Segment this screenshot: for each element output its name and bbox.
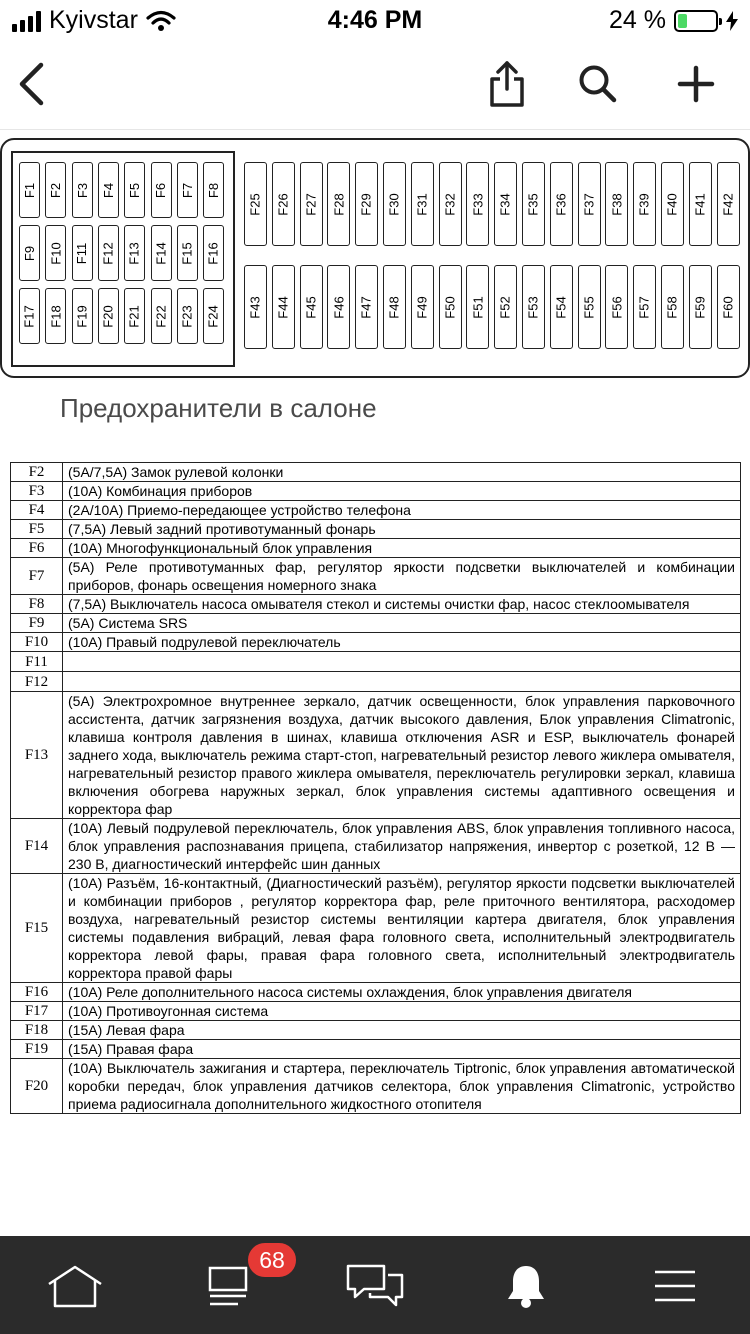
fuse-description: (5А/7,5А) Замок рулевой колонки [63, 463, 741, 482]
fuse-label: F22 [153, 304, 169, 328]
fuse-slot [633, 162, 656, 246]
fuse-label: F38 [609, 192, 625, 216]
fuse-label: F56 [609, 295, 625, 319]
table-row [11, 614, 741, 633]
fuse-id: F14 [11, 819, 63, 874]
tab-bar [0, 1236, 750, 1334]
fuse-slot [244, 265, 267, 349]
fuse-label: F5 [127, 182, 143, 198]
fuse-slot [522, 162, 545, 246]
fuse-label: F10 [48, 241, 64, 265]
fuse-slot [578, 265, 601, 349]
fuse-description: (10А) Многофункциональный блок управления [63, 539, 741, 558]
fuse-slot [327, 265, 350, 349]
fuse-id: F6 [11, 539, 63, 558]
fuse-label: F9 [21, 245, 37, 261]
fuse-slot [45, 288, 66, 344]
fuse-label: F39 [637, 192, 653, 216]
fuse-slot [151, 288, 172, 344]
tab-menu[interactable] [645, 1256, 705, 1316]
search-icon [578, 64, 618, 104]
fuse-id: F3 [11, 482, 63, 501]
carrier-name: Kyivstar [49, 6, 138, 34]
fuse-label: F24 [206, 304, 222, 328]
table-row [11, 482, 741, 501]
fuse-id: F8 [11, 595, 63, 614]
table-row [11, 558, 741, 595]
fuse-label: F59 [692, 295, 708, 319]
fuse-slot [661, 265, 684, 349]
fuse-slot [300, 162, 323, 246]
chevron-left-icon [17, 62, 47, 106]
fuse-slot [355, 162, 378, 246]
fuse-slot [689, 162, 712, 246]
fuse-label: F21 [127, 304, 143, 328]
fuse-label: F46 [331, 295, 347, 319]
fuse-slot [72, 225, 93, 281]
fuse-slot [661, 162, 684, 246]
fuse-slot [19, 225, 40, 281]
fuse-description: (2А/10А) Приемо-передающее устройство телефона [63, 501, 741, 520]
fuse-slot [633, 265, 656, 349]
fuse-description [63, 672, 741, 692]
fuse-description: (10А) Правый подрулевой переключатель [63, 633, 741, 652]
fuse-description: (10А) Комбинация приборов [63, 482, 741, 501]
fuse-label: F55 [581, 295, 597, 319]
fuse-slot [578, 162, 601, 246]
fuse-slot [151, 162, 172, 218]
fuse-slot [411, 265, 434, 349]
fuse-label: F51 [470, 295, 486, 319]
fuse-description: (5А) Система SRS [63, 614, 741, 633]
fuse-id: F2 [11, 463, 63, 482]
fuse-slot [98, 162, 119, 218]
fuse-id: F4 [11, 501, 63, 520]
fuse-label: F52 [498, 295, 514, 319]
fuse-label: F45 [303, 295, 319, 319]
fuse-slot [717, 265, 740, 349]
fuse-label: F30 [387, 192, 402, 216]
fuse-label: F58 [665, 295, 680, 319]
fuse-slot [19, 162, 40, 218]
fuse-label: F28 [331, 192, 347, 216]
fuse-slot [300, 265, 323, 349]
fuse-id: F15 [11, 874, 63, 983]
fuse-slot [203, 288, 224, 344]
fuse-label: F25 [248, 192, 263, 216]
tab-messages[interactable] [345, 1256, 405, 1316]
fuse-label: F47 [359, 295, 375, 319]
fuse-id: F17 [11, 1002, 63, 1021]
back-button[interactable] [2, 54, 62, 114]
battery-fill [678, 14, 687, 28]
fuse-label: F26 [275, 192, 291, 216]
table-row [11, 672, 741, 692]
fuse-slot [98, 288, 119, 344]
fuse-label: F14 [153, 241, 169, 265]
share-button[interactable] [477, 54, 537, 114]
notifications-bell-icon [506, 1263, 546, 1309]
fuse-slot [98, 225, 119, 281]
table-row [11, 1021, 741, 1040]
fuse-id: F5 [11, 520, 63, 539]
charging-bolt-icon [726, 11, 738, 31]
fuse-id: F9 [11, 614, 63, 633]
fuse-slot [327, 162, 350, 246]
fuse-slot [605, 265, 628, 349]
fuse-id: F16 [11, 983, 63, 1002]
fuse-slot [72, 288, 93, 344]
fuse-slot [177, 288, 198, 344]
fuse-description: (5А) Реле противотуманных фар, регулятор яркости подсветки выключателей и комбинации приборов, фонарь освещения номерного знака [63, 558, 741, 595]
fuse-slot [72, 162, 93, 218]
fuse-label: F16 [206, 241, 222, 265]
table-row [11, 874, 741, 983]
feed-icon [202, 1264, 250, 1308]
plus-icon [677, 65, 715, 103]
fuse-label: F11 [74, 242, 90, 264]
fuse-label: F1 [21, 182, 37, 198]
fuse-id: F18 [11, 1021, 63, 1040]
battery-percent: 24 % [609, 6, 666, 34]
tab-notifications[interactable] [496, 1256, 556, 1316]
fuse-label: F36 [553, 192, 569, 216]
fuse-label: F7 [179, 182, 195, 198]
fuse-label: F27 [303, 192, 319, 216]
fuse-description: (15А) Правая фара [63, 1040, 741, 1059]
fuse-label: F41 [692, 192, 708, 216]
table-row [11, 463, 741, 482]
fuse-slot [203, 225, 224, 281]
table-row [11, 633, 741, 652]
fuse-label: F49 [414, 295, 430, 319]
fuse-slot [272, 265, 295, 349]
fuse-slot [689, 265, 712, 349]
fuse-slot [550, 162, 573, 246]
fuse-box-diagram [0, 138, 750, 378]
home-icon [46, 1264, 104, 1308]
fuse-label: F19 [74, 304, 90, 328]
fuse-slot [494, 162, 517, 246]
fuse-slot [383, 265, 406, 349]
fuse-slot [466, 162, 489, 246]
fuse-label: F42 [720, 192, 736, 216]
fuse-label: F18 [48, 304, 64, 328]
fuse-slot [244, 162, 267, 246]
fuse-label: F8 [206, 182, 222, 198]
battery-icon [674, 10, 718, 32]
table-row [11, 1002, 741, 1021]
nav-bar [0, 40, 750, 130]
share-icon [489, 61, 525, 107]
fuse-id: F20 [11, 1059, 63, 1114]
fuse-label: F35 [526, 192, 541, 216]
fuse-id: F13 [11, 692, 63, 819]
table-row [11, 983, 741, 1002]
table-row [11, 819, 741, 874]
fuse-description: (10А) Разъём, 16-контактный, (Диагностический разъём), регулятор яркости подсветки выключателей и комбинации приборов , регулятор корректора фар, реле приточного вентилятора, расходомер воздуха, нагревательный резистор системы вентиляции картера двигателя, блок управления системы подавления вибраций, левая фара головного света, исполнительный электродвигатель корректора левой фары, правая фара головного света, исполнительный электродвигатель корректора правой фары [63, 874, 741, 983]
fuse-slot [203, 162, 224, 218]
fuse-description: (10А) Противоугонная система [63, 1002, 741, 1021]
fuse-description: (15А) Левая фара [63, 1021, 741, 1040]
fuse-label: F29 [359, 192, 375, 216]
status-right [609, 6, 738, 35]
fuse-label: F4 [100, 182, 116, 198]
fuse-slot [272, 162, 295, 246]
fuse-label: F15 [179, 241, 195, 265]
add-button[interactable] [666, 54, 726, 114]
table-row [11, 652, 741, 672]
fuse-label: F31 [414, 192, 430, 216]
fuse-slot [45, 225, 66, 281]
fuse-description: (5А) Электрохромное внутреннее зеркало, датчик освещенности, блок управления парковочного ассистента, датчик загрязнения воздуха, датчик высокого давления, Блок управления Climatronic, клавиша контроля давления в шинах, клавиша отключения ASR и ESP, выключатель фонарей заднего хода, выключатель режима старт-стоп, нагревательный резистор левого жиклера омывателя, нагревательный резистор правого жиклера омывателя, переключатель регулировки зеркал, клавиша включения обогрева наружных зеркал, блок управления системы адаптивного освещения и корректора фар [63, 692, 741, 819]
fuse-label: F48 [387, 295, 402, 319]
fuse-slot [466, 265, 489, 349]
fuse-slot [522, 265, 545, 349]
table-row [11, 539, 741, 558]
fuse-slot [439, 162, 462, 246]
fuse-id: F19 [11, 1040, 63, 1059]
fuse-slot [355, 265, 378, 349]
fuse-slot [494, 265, 517, 349]
fuse-slot [550, 265, 573, 349]
table-row [11, 501, 741, 520]
fuse-label: F53 [526, 295, 541, 319]
fuse-label: F40 [665, 192, 680, 216]
fuse-id: F12 [11, 672, 63, 692]
fuse-table [10, 462, 741, 1114]
fuse-slot [411, 162, 434, 246]
table-row [11, 595, 741, 614]
fuse-description: (7,5А) Левый задний противотуманный фонарь [63, 520, 741, 539]
fuse-slot [124, 288, 145, 344]
fuse-slot [605, 162, 628, 246]
fuse-label: F43 [248, 295, 263, 319]
status-time: 4:46 PM [327, 6, 423, 34]
feed-notification-badge: 68 [246, 1241, 298, 1279]
fuse-label: F60 [720, 295, 736, 319]
fuse-label: F37 [581, 192, 597, 216]
fuse-label: F3 [74, 182, 90, 198]
tab-home[interactable] [45, 1256, 105, 1316]
fuse-slot [151, 225, 172, 281]
fuse-description: (7,5А) Выключатель насоса омывателя стекол и системы очистки фар, насос стеклоомывателя [63, 595, 741, 614]
fuse-slot [177, 225, 198, 281]
fuse-slot [717, 162, 740, 246]
fuse-slot [19, 288, 40, 344]
status-bar [0, 0, 750, 40]
messages-icon [346, 1263, 404, 1309]
fuse-label: F23 [179, 304, 195, 328]
table-row [11, 1059, 741, 1114]
table-row [11, 692, 741, 819]
fuse-slot [124, 162, 145, 218]
fuse-label: F34 [498, 192, 514, 216]
fuse-description: (10А) Выключатель зажигания и стартера, переключатель Tiptronic, блок управления автоматической коробки передач, блок управления датчиков селектора, блок управления Climatronic, устройство приема радиосигнала дополнительного жидкостного отопителя [63, 1059, 741, 1114]
fuse-slot [439, 265, 462, 349]
fuse-description: (10А) Реле дополнительного насоса системы охлаждения, блок управления двигателя [63, 983, 741, 1002]
fuse-slot [124, 225, 145, 281]
fuse-label: F20 [100, 304, 116, 328]
fuse-description: (10А) Левый подрулевой переключатель, блок управления ABS, блок управления топливного насоса, блок управления распознавания прицепа, стабилизатор напряжения, инвертор с розеткой, 12 В — 230 В, диагностический интерфейс шин данных [63, 819, 741, 874]
fuse-label: F17 [22, 304, 37, 328]
fuse-id: F7 [11, 558, 63, 595]
fuse-slot [45, 162, 66, 218]
fuse-slot [177, 162, 198, 218]
search-button[interactable] [568, 54, 628, 114]
fuse-label: F6 [153, 182, 169, 198]
fuse-description [63, 652, 741, 672]
fuse-id: F11 [11, 652, 63, 672]
fuse-id: F10 [11, 633, 63, 652]
fuse-label: F13 [127, 241, 143, 265]
image-caption: Предохранители в салоне [60, 393, 377, 423]
menu-icon [653, 1269, 697, 1303]
fuse-label: F12 [100, 241, 116, 265]
fuse-label: F33 [470, 192, 486, 216]
fuse-label: F2 [48, 182, 64, 198]
table-row [11, 1040, 741, 1059]
fuse-label: F44 [275, 295, 291, 319]
fuse-label: F50 [442, 295, 458, 319]
fuse-slot [383, 162, 406, 246]
fuse-label: F57 [637, 295, 653, 319]
fuse-label: F32 [442, 192, 458, 216]
fuse-label: F54 [553, 295, 569, 319]
table-row [11, 520, 741, 539]
